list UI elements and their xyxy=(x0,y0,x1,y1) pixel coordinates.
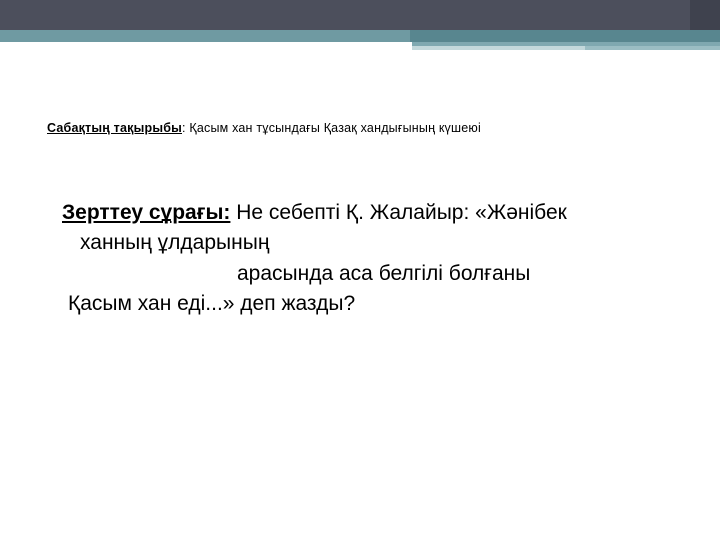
research-question-block xyxy=(62,198,682,320)
banner-accent-line-pale xyxy=(412,46,585,50)
research-question-label: Зерттеу сұрағы: xyxy=(62,201,231,224)
research-question-line-1: Не себепті Қ. Жалайыр: «Жәнібек xyxy=(230,201,567,224)
research-question-line-4: Қасым хан еді...» деп жазды? xyxy=(68,292,356,316)
banner-accent-line-light xyxy=(585,46,720,50)
banner-dark-bar xyxy=(0,0,720,30)
decorative-banner xyxy=(0,0,720,56)
research-question-line-3: арасында аса белгілі болғаны xyxy=(237,261,531,285)
banner-dark-corner xyxy=(690,0,720,30)
lesson-topic-separator: : xyxy=(182,121,190,135)
research-question-line-2: ханның ұлдарының xyxy=(80,231,270,255)
banner-teal-light-bar xyxy=(0,30,410,42)
lesson-topic-line xyxy=(47,120,687,136)
lesson-topic-label: Сабақтың тақырыбы xyxy=(47,121,182,135)
lesson-topic-text: Қасым хан тұсындағы Қазақ хандығының күшеюі xyxy=(189,121,481,135)
